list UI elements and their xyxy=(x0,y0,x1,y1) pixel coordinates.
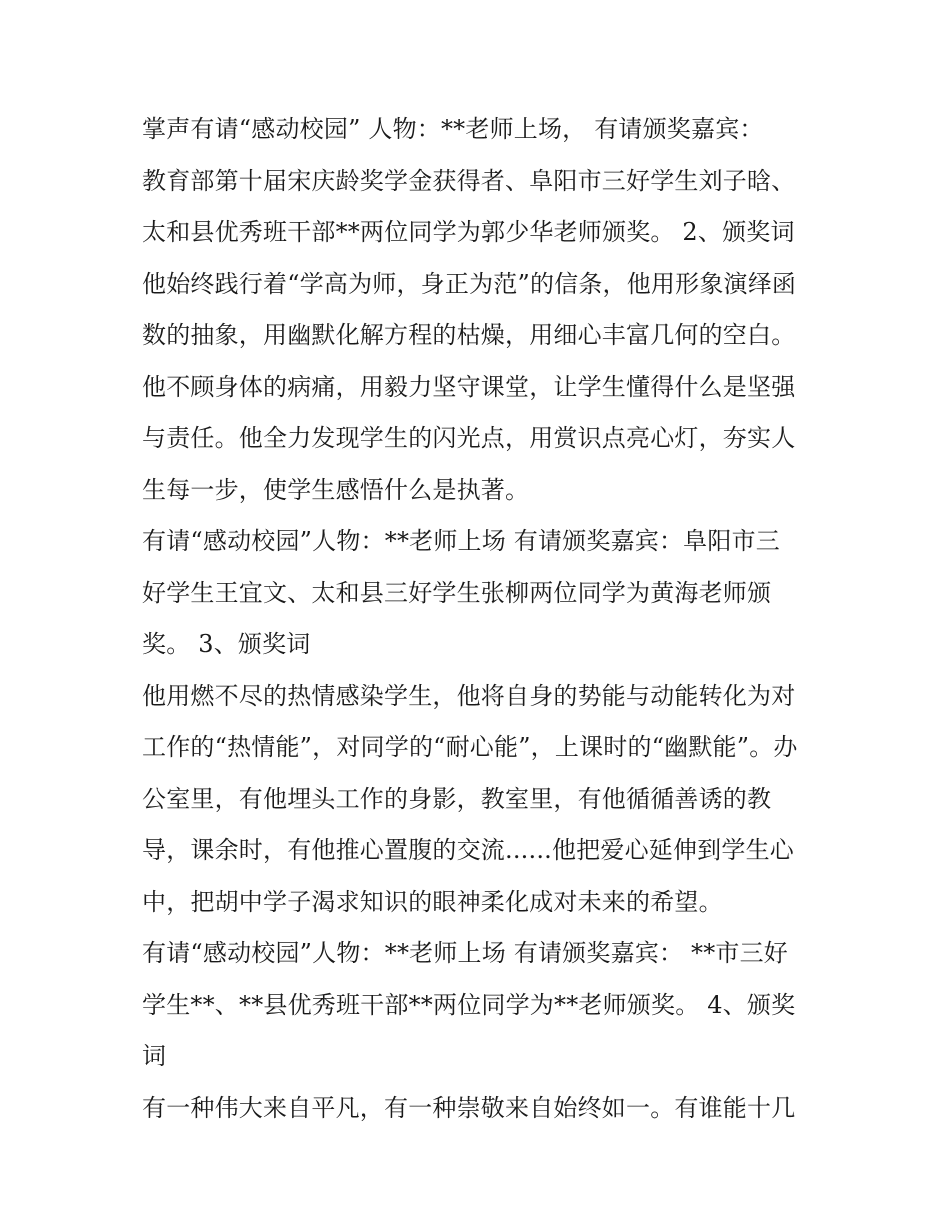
text-line: 有一种伟大来自平凡，有一种崇敬来自始终如一。有谁能十几 xyxy=(142,1093,796,1122)
text-line: 导，课余时，有他推心置腹的交流......他把爱心延伸到学生心 xyxy=(142,836,794,864)
text-line: 有请“感动校园”人物：**老师上场 有请颁奖嘉宾： **市三好 xyxy=(142,939,788,967)
text-line: 教育部第十届宋庆龄奖学金获得者、阜阳市三好学生刘子晗、 xyxy=(142,166,796,195)
text-line: 中，把胡中学子渴求知识的眼神柔化成对未来的希望。 xyxy=(142,887,723,916)
text-line: 有请“感动校园”人物：**老师上场 有请颁奖嘉宾：阜阳市三 xyxy=(142,527,780,555)
text-line: 奖。 3、颁奖词 xyxy=(142,630,311,658)
text-line: 数的抽象，用幽默化解方程的枯燥，用细心丰富几何的空白。 xyxy=(142,321,796,349)
text-line: 他始终践行着“学高为师，身正为范”的信条，他用形象演绎函 xyxy=(142,269,797,298)
text-line: 与责任。他全力发现学生的闪光点，用赏识点亮心灯，夯实人 xyxy=(142,424,796,452)
text-line: 生每一步，使学生感悟什么是执著。 xyxy=(142,475,530,504)
text-line: 词 xyxy=(142,1042,167,1070)
text-line: 好学生王宜文、太和县三好学生张柳两位同学为黄海老师颁 xyxy=(142,578,772,607)
text-line: 他用燃不尽的热情感染学生，他将自身的势能与动能转化为对 xyxy=(142,681,796,710)
text-line: 太和县优秀班干部**两位同学为郭少华老师颁奖。 2、颁奖词 xyxy=(142,218,795,246)
text-line: 学生**、**县优秀班干部**两位同学为**老师颁奖。 4、颁奖 xyxy=(142,990,796,1019)
text-line: 公室里，有他埋头工作的身影，教室里，有他循循善诱的教 xyxy=(142,784,772,813)
text-line: 掌声有请“感动校园” 人物：**老师上场， 有请颁奖嘉宾： xyxy=(142,115,764,143)
document-body xyxy=(142,104,822,1134)
text-line: 工作的“热情能”，对同学的“耐心能”，上课时的“幽默能”。办 xyxy=(142,733,798,761)
text-line: 他不顾身体的病痛，用毅力坚守课堂，让学生懂得什么是坚强 xyxy=(142,372,796,401)
